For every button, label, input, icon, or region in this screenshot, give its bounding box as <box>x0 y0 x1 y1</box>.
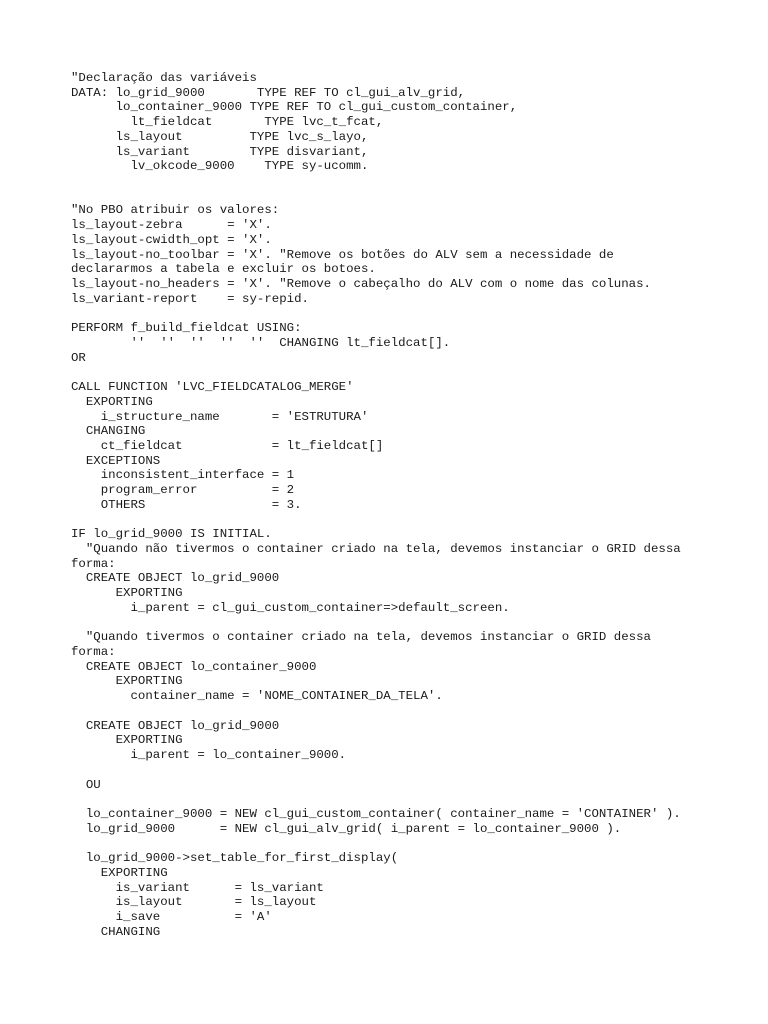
code-line: DATA: lo_grid_9000 TYPE REF TO cl_gui_alv_grid, <box>71 85 466 100</box>
code-line: '' '' '' '' '' CHANGING lt_fieldcat[]. <box>71 335 451 350</box>
code-line: i_save = 'A' <box>71 909 272 924</box>
code-line: lt_fieldcat TYPE lvc_t_fcat, <box>71 115 384 130</box>
code-line: OU <box>71 777 101 792</box>
code-line: is_variant = ls_variant <box>71 880 324 895</box>
code-line: i_parent = lo_container_9000. <box>71 748 347 763</box>
code-line: EXCEPTIONS <box>71 453 161 468</box>
code-line: lo_container_9000 TYPE REF TO cl_gui_custom_container, <box>71 100 518 115</box>
code-line: program_error = 2 <box>71 483 295 498</box>
code-line <box>71 763 751 778</box>
code-line <box>71 836 751 851</box>
code-line: IF lo_grid_9000 IS INITIAL. <box>71 527 272 542</box>
code-line: CHANGING <box>71 424 146 439</box>
code-line <box>71 513 751 528</box>
code-line: EXPORTING <box>71 733 183 748</box>
code-line <box>71 616 751 631</box>
code-line: ct_fieldcat = lt_fieldcat[] <box>71 438 384 453</box>
code-line: lv_okcode_9000 TYPE sy-ucomm. <box>71 159 369 174</box>
code-line: EXPORTING <box>71 586 183 601</box>
code-line <box>71 704 751 719</box>
code-line: ls_variant TYPE disvariant, <box>71 144 369 159</box>
code-line: lo_grid_9000->set_table_for_first_display( <box>71 851 399 866</box>
code-line <box>71 307 751 322</box>
code-block <box>71 71 751 939</box>
code-line: declararmos a tabela e excluir os botoes. <box>71 262 376 277</box>
code-line: PERFORM f_build_fieldcat USING: <box>71 321 302 336</box>
code-line: EXPORTING <box>71 394 153 409</box>
code-line: ls_layout-no_toolbar = 'X'. "Remove os botões do ALV sem a necessidade de <box>71 247 614 262</box>
code-line: "Quando tivermos o container criado na tela, devemos instanciar o GRID dessa <box>71 630 651 645</box>
code-line: "Quando não tivermos o container criado na tela, devemos instanciar o GRID dessa <box>71 542 681 556</box>
code-line: forma: <box>71 645 116 660</box>
code-line: ls_layout-cwidth_opt = 'X'. <box>71 232 272 247</box>
code-line: "No PBO atribuir os valores: <box>71 203 280 218</box>
code-line: is_layout = ls_layout <box>71 895 317 910</box>
code-line: ls_layout-no_headers = 'X'. "Remove o cabeçalho do ALV com o nome das colunas. <box>71 277 651 292</box>
code-line: inconsistent_interface = 1 <box>71 468 295 483</box>
code-line: CREATE OBJECT lo_grid_9000 <box>71 571 280 586</box>
code-line: container_name = 'NOME_CONTAINER_DA_TELA'. <box>71 689 443 704</box>
code-line <box>71 174 751 189</box>
code-line: "Declaração das variáveis <box>71 71 257 85</box>
code-line: i_structure_name = 'ESTRUTURA' <box>71 409 369 424</box>
code-line: CHANGING <box>71 924 161 939</box>
code-line: lo_grid_9000 = NEW cl_gui_alv_grid( i_parent = lo_container_9000 ). <box>71 821 622 836</box>
code-line: OTHERS = 3. <box>71 497 302 512</box>
code-line: ls_layout TYPE lvc_s_layo, <box>71 129 369 144</box>
code-line <box>71 365 751 380</box>
code-line <box>71 189 751 204</box>
code-line: EXPORTING <box>71 674 183 689</box>
code-line: OR <box>71 350 86 365</box>
code-line: EXPORTING <box>71 865 168 880</box>
code-line: ls_layout-zebra = 'X'. <box>71 218 272 233</box>
code-line <box>71 792 751 807</box>
code-line: lo_container_9000 = NEW cl_gui_custom_container( container_name = 'CONTAINER' ). <box>71 806 681 821</box>
code-line: i_parent = cl_gui_custom_container=>default_screen. <box>71 600 510 615</box>
code-line: CREATE OBJECT lo_grid_9000 <box>71 718 280 733</box>
code-line: ls_variant-report = sy-repid. <box>71 291 309 306</box>
code-line: CALL FUNCTION 'LVC_FIELDCATALOG_MERGE' <box>71 380 354 395</box>
code-line: forma: <box>71 556 116 571</box>
code-line: CREATE OBJECT lo_container_9000 <box>71 659 317 674</box>
